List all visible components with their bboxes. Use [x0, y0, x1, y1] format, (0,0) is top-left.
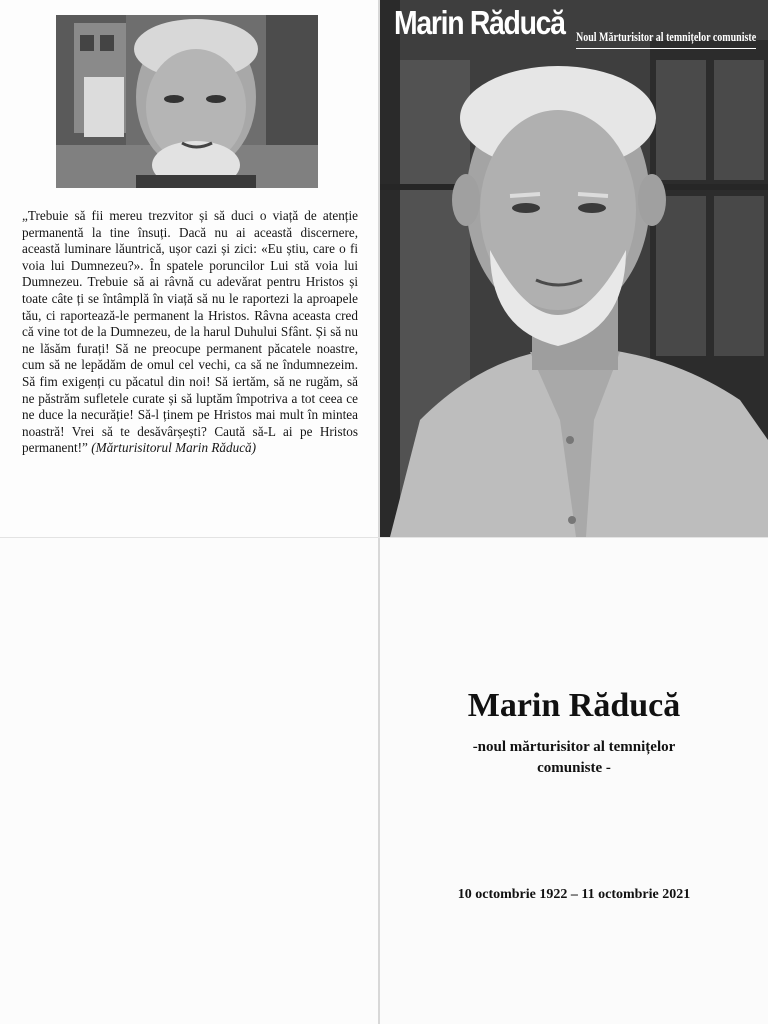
title-page	[380, 537, 768, 1024]
portrait-photo-cover	[380, 0, 768, 537]
title-subtitle: -noul mărturisitor al temnițelor comuniste -	[472, 739, 676, 776]
horizontal-fold-line	[0, 537, 768, 538]
blank-page	[0, 537, 380, 1024]
inner-page-quote	[0, 0, 380, 537]
cover-subtitle: Noul Mărturisitor al temnițelor comuniste	[576, 30, 757, 44]
portrait-photo-small	[56, 15, 318, 188]
cover-divider	[576, 48, 756, 49]
quote-attribution: (Mărturisitorul Marin Răducă)	[91, 440, 257, 456]
cover-page	[380, 0, 768, 537]
title-name: Marin Răducă	[467, 687, 681, 724]
quote-text	[22, 208, 358, 457]
title-dates: 10 octombrie 1922 – 11 octombrie 2021	[457, 887, 691, 902]
vertical-fold-line	[378, 0, 380, 1024]
quote-body: „Trebuie să fii mereu trezvitor și să duci o viață de atenție permanentă la tine însuți. Dacă nu ai această discernere, această luminare lăuntrică, ușor cazi și zici: «Eu știu, care o fi voia lui Dumnezeu?». În spatele poruncilor Lui stă voia lui Dumnezeu. Trebuie să ai râvnă cu adevărat pentru Hristos și toate câte ți se întâmplă în viață să nu le raportezi la aproapele tău, ci raportează-le permanent la Hristos. Râvna aceasta cred că vine tot de la Dumnezeu, de la harul Duhului Sfânt. Și să nu ne lăsăm furați! Să ne preocupe permanent păcatele noastre, cum să ne lepădăm de omul cel vechi, ca să ne îndumnezeim. Să fim exigenți cu păcatul din noi! Să iertăm, să ne rugăm, să ne păstrăm sufletele curate și să luptăm împotriva a tot ceea ce ne duce la necurăție! Să-l ținem pe Hristos mai mult în mintea noastră! Vrei să te desăvârșești? Caută să-L ai pe Hristos permanent!”	[22, 208, 358, 456]
cover-title: Marin Răducă	[394, 4, 565, 41]
